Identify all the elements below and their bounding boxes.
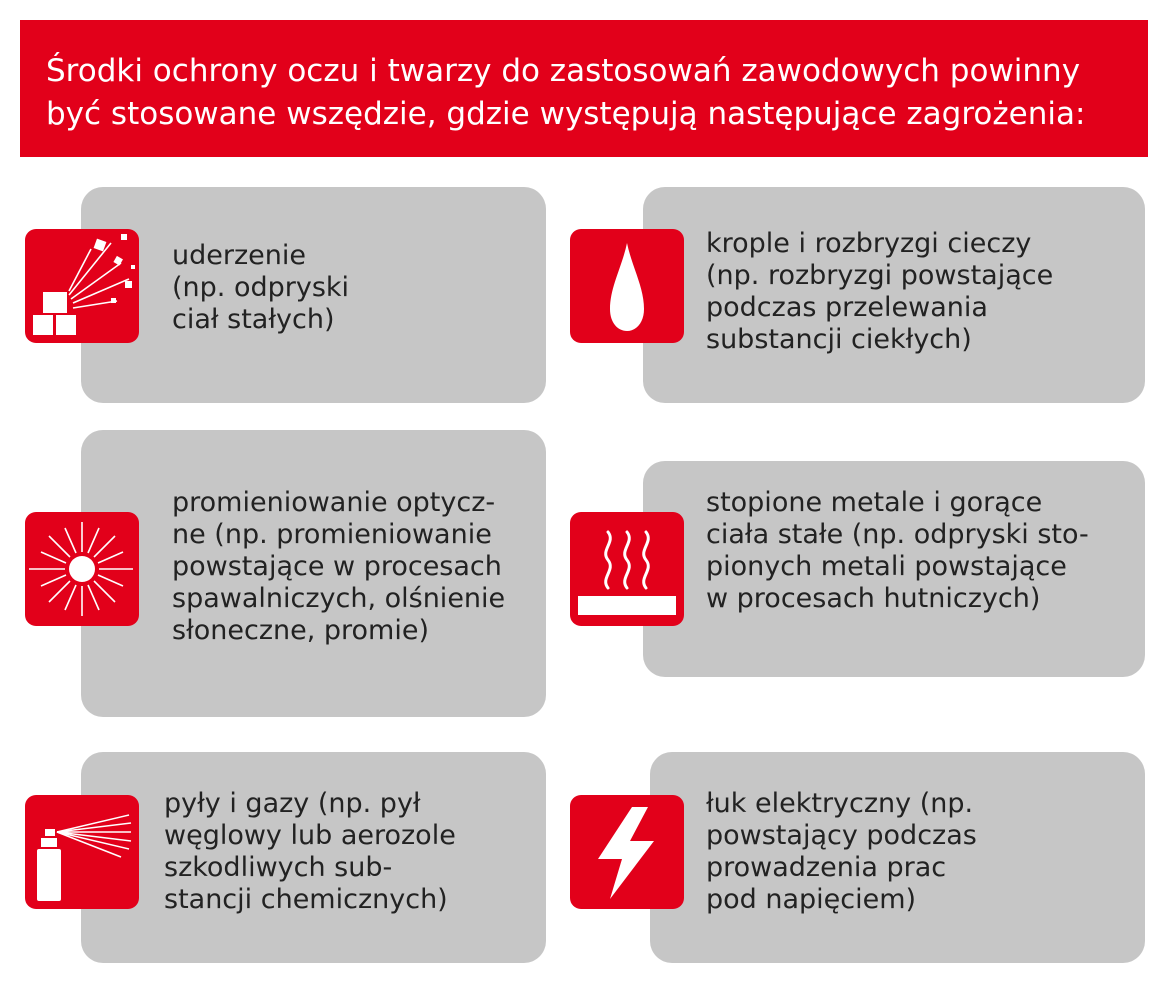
hazard-line: szkodliwych sub-: [164, 852, 393, 883]
header-line-2: być stosowane wszędzie, gdzie występują następujące zagrożenia:: [46, 96, 1086, 132]
hazard-line: pyły i gazy (np. pył: [164, 788, 421, 819]
hazard-line: stancji chemicznych): [164, 884, 448, 915]
hazard-line: uderzenie: [172, 240, 306, 271]
hazard-line: substancji ciekłych): [706, 324, 972, 355]
hazard-line: ciał stałych): [172, 304, 335, 335]
hazard-line: prowadzenia prac: [706, 852, 947, 883]
hazard-line: łuk elektryczny (np.: [706, 788, 974, 819]
hazard-line: ciała stałe (np. odpryski sto-: [706, 519, 1089, 550]
header-line-1: Środki ochrony oczu i twarzy do zastosowań zawodowych powinny: [46, 53, 1081, 89]
lightning-icon: [570, 795, 684, 909]
hazard-line: pod napięciem): [706, 884, 917, 915]
hazard-line: krople i rozbryzgi cieczy: [706, 228, 1032, 259]
header-banner: [20, 20, 1148, 157]
hazard-line: (np. rozbryzgi powstające: [706, 260, 1054, 291]
hazard-line: w procesach hutniczych): [706, 583, 1041, 614]
hazard-line: ne (np. promieniowanie: [172, 519, 492, 550]
hazard-text-radiation: [172, 487, 505, 647]
hazard-line: słoneczne, promie): [172, 615, 430, 646]
sun-burst-icon: [25, 512, 139, 626]
hazard-text-impact: [172, 240, 349, 336]
heat-waves-icon: [570, 512, 684, 626]
hazard-line: stopione metale i gorące: [706, 487, 1043, 518]
hazard-line: węglowy lub aerozole: [164, 820, 456, 851]
hazard-line: powstający podczas: [706, 820, 977, 851]
spray-can-icon: [25, 795, 139, 909]
hazard-line: podczas przelewania: [706, 292, 988, 323]
hazard-line: powstające w procesach: [172, 551, 502, 582]
impact-icon: [25, 229, 139, 343]
hazard-text-molten-metal: [706, 487, 1089, 615]
hazard-text-liquid: [706, 228, 1053, 356]
hazard-text-electric-arc: [706, 788, 977, 916]
hazard-line: promieniowanie optycz-: [172, 487, 496, 518]
drop-icon: [570, 229, 684, 343]
hazard-text-dust-gas: [164, 788, 456, 916]
hazard-line: (np. odpryski: [172, 272, 350, 303]
hazard-line: pionych metali powstające: [706, 551, 1067, 582]
hazard-line: spawalniczych, olśnienie: [172, 583, 506, 614]
